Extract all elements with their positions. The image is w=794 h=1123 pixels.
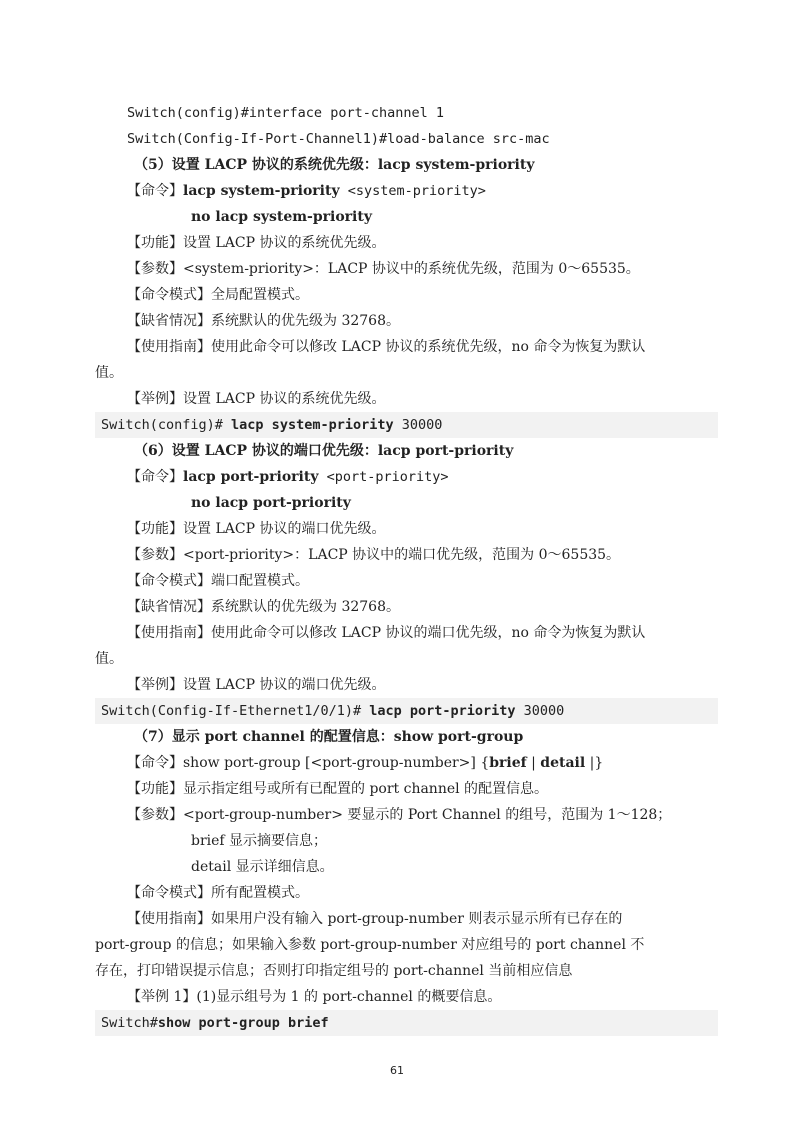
command-arg: <port-priority> <box>318 469 449 485</box>
command-end: |} <box>585 755 604 771</box>
guide-text: port-group 的信息；如果输入参数 port-group-number 对应组号的 port channel 不 <box>95 937 645 953</box>
parameter-text: 【参数】<system-priority>：LACP 协议中的系统优先级，范围为 0～65535。 <box>127 261 640 277</box>
function-text: 【功能】显示指定组号或所有已配置的 port channel 的配置信息。 <box>127 781 549 797</box>
command-text: show port-group [<port-group-number>] { <box>183 755 490 771</box>
command-sep: | <box>526 755 541 771</box>
guide-text: 存在，打印错误提示信息；否则打印指定组号的 port-channel 当前相应信息 <box>95 963 573 979</box>
command-bold: lacp port-priority <box>183 469 319 485</box>
guide-text: 【使用指南】如果用户没有输入 port-group-number 则表示显示所有已存在的 <box>127 911 623 927</box>
mode-text: 【命令模式】全局配置模式。 <box>127 287 309 303</box>
guide-text: 【使用指南】使用此命令可以修改 LACP 协议的系统优先级，no 命令为恢复为默认 <box>127 339 646 355</box>
mode-text: 【命令模式】端口配置模式。 <box>127 573 309 589</box>
command-syntax <box>127 753 603 773</box>
parameter-brief: brief 显示摘要信息； <box>191 833 328 849</box>
function-text: 【功能】设置 LACP 协议的系统优先级。 <box>127 235 386 251</box>
code-prefix: Switch(config)# <box>101 417 232 433</box>
code-line: Switch(Config-If-Port-Channel1)#load-balance src-mac <box>127 131 550 147</box>
code-value: 30000 <box>515 703 565 719</box>
mode-text: 【命令模式】所有配置模式。 <box>127 885 309 901</box>
example-text: 【举例】设置 LACP 协议的系统优先级。 <box>127 391 386 407</box>
label: 【命令】 <box>127 755 183 771</box>
page-number: 61 <box>390 1064 404 1077</box>
parameter-text: 【参数】<port-group-number> 要显示的 Port Channel 的组号，范围为 1～128； <box>127 807 672 823</box>
command-detail: detail <box>540 755 586 771</box>
command-no-form: no lacp system-priority <box>191 209 372 225</box>
example-text: 【举例 1】(1)显示组号为 1 的 port-channel 的概要信息。 <box>127 989 502 1005</box>
default-text: 【缺省情况】系统默认的优先级为 32768。 <box>127 313 400 329</box>
code-example-box <box>95 698 718 724</box>
guide-text-tail: 值。 <box>95 651 123 667</box>
label: 【命令】 <box>127 469 183 485</box>
guide-text: 【使用指南】使用此命令可以修改 LACP 协议的端口优先级，no 命令为恢复为默认 <box>127 625 646 641</box>
code-prefix: Switch(Config-If-Ethernet1/0/1)# <box>101 703 370 719</box>
command-arg: <system-priority> <box>339 183 486 199</box>
default-text: 【缺省情况】系统默认的优先级为 32768。 <box>127 599 400 615</box>
guide-text-tail: 值。 <box>95 365 123 381</box>
label: 【命令】 <box>127 183 183 199</box>
code-command: lacp system-priority <box>231 417 394 433</box>
parameter-text: 【参数】<port-priority>：LACP 协议中的端口优先级，范围为 0～65535。 <box>127 547 621 563</box>
command-brief: brief <box>489 755 527 771</box>
code-command: show port-group brief <box>157 1015 329 1031</box>
command-syntax <box>127 181 486 201</box>
code-example-box <box>95 1010 718 1036</box>
code-value: 30000 <box>393 417 443 433</box>
section-heading-7: （7）显示 port channel 的配置信息：show port-group <box>134 729 524 745</box>
code-command: lacp port-priority <box>369 703 516 719</box>
command-bold: lacp system-priority <box>183 183 340 199</box>
command-no-form: no lacp port-priority <box>191 495 351 511</box>
parameter-detail: detail 显示详细信息。 <box>191 859 334 875</box>
code-line: Switch(config)#interface port-channel 1 <box>127 105 444 121</box>
function-text: 【功能】设置 LACP 协议的端口优先级。 <box>127 521 386 537</box>
section-heading-6: （6）设置 LACP 协议的端口优先级：lacp port-priority <box>134 443 514 459</box>
command-syntax <box>127 467 449 487</box>
code-prefix: Switch# <box>101 1015 158 1031</box>
code-example-box <box>95 412 718 438</box>
example-text: 【举例】设置 LACP 协议的端口优先级。 <box>127 677 386 693</box>
section-heading-5: （5）设置 LACP 协议的系统优先级：lacp system-priority <box>134 157 535 173</box>
